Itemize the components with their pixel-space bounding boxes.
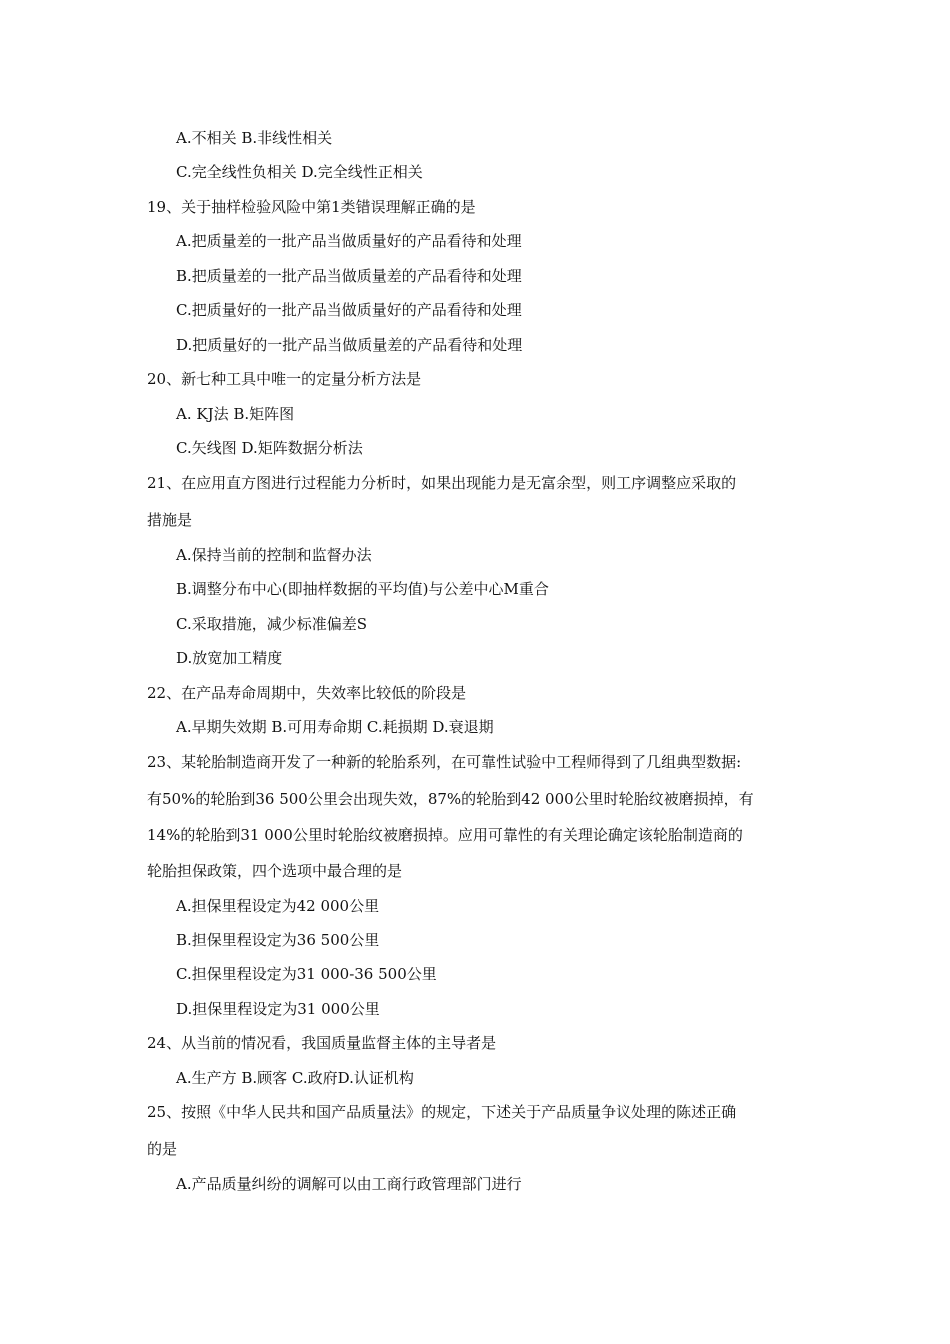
option-line: B.把质量差的一批产品当做质量差的产品看待和处理 xyxy=(176,267,522,285)
question-line: 20、新七种工具中唯一的定量分析方法是 xyxy=(147,370,422,388)
question-line: 23、某轮胎制造商开发了一种新的轮胎系列，在可靠性试验中工程师得到了几组典型数据: xyxy=(147,753,742,771)
option-line: A.不相关 B.非线性相关 xyxy=(176,129,333,147)
option-line: A.保持当前的控制和监督办法 xyxy=(176,546,372,564)
option-line: B.担保里程设定为36 500公里 xyxy=(176,931,380,949)
question-line: 24、从当前的情况看，我国质量监督主体的主导者是 xyxy=(147,1034,497,1052)
question-line: 21、在应用直方图进行过程能力分析时，如果出现能力是无富余型，则工序调整应采取的 xyxy=(147,474,737,492)
question-line: 25、按照《中华人民共和国产品质量法》的规定，下述关于产品质量争议处理的陈述正确 xyxy=(147,1103,737,1121)
option-line: A. KJ法 B.矩阵图 xyxy=(176,405,295,423)
option-line: B.调整分布中心(即抽样数据的平均值)与公差中心M重合 xyxy=(176,580,549,598)
question-line: 的是 xyxy=(147,1140,178,1158)
option-line: A.担保里程设定为42 000公里 xyxy=(176,897,380,915)
option-line: A.生产方 B.顾客 C.政府D.认证机构 xyxy=(176,1069,414,1087)
option-line: D.把质量好的一批产品当做质量差的产品看待和处理 xyxy=(176,336,523,354)
question-line: 22、在产品寿命周期中，失效率比较低的阶段是 xyxy=(147,684,467,702)
option-line: D.担保里程设定为31 000公里 xyxy=(176,1000,380,1018)
question-line: 措施是 xyxy=(147,511,193,529)
question-line: 轮胎担保政策，四个选项中最合理的是 xyxy=(147,862,403,880)
option-line: C.担保里程设定为31 000-36 500公里 xyxy=(176,965,437,983)
option-line: C.采取措施，减少标准偏差S xyxy=(176,615,367,633)
option-line: D.放宽加工精度 xyxy=(176,649,283,667)
option-line: C.矢线图 D.矩阵数据分析法 xyxy=(176,439,363,457)
question-line: 19、关于抽样检验风险中第1类错误理解正确的是 xyxy=(147,198,476,216)
option-line: A.产品质量纠纷的调解可以由工商行政管理部门进行 xyxy=(176,1175,522,1193)
option-line: A.把质量差的一批产品当做质量好的产品看待和处理 xyxy=(176,232,522,250)
option-line: C.完全线性负相关 D.完全线性正相关 xyxy=(176,163,423,181)
question-line: 有50%的轮胎到36 500公里会出现失效，87%的轮胎到42 000公里时轮胎纹被磨损掉，有 xyxy=(147,790,754,808)
option-line: A.早期失效期 B.可用寿命期 C.耗损期 D.衰退期 xyxy=(176,718,494,736)
option-line: C.把质量好的一批产品当做质量好的产品看待和处理 xyxy=(176,301,522,319)
question-line: 14%的轮胎到31 000公里时轮胎纹被磨损掉。应用可靠性的有关理论确定该轮胎制造商的 xyxy=(147,826,743,844)
